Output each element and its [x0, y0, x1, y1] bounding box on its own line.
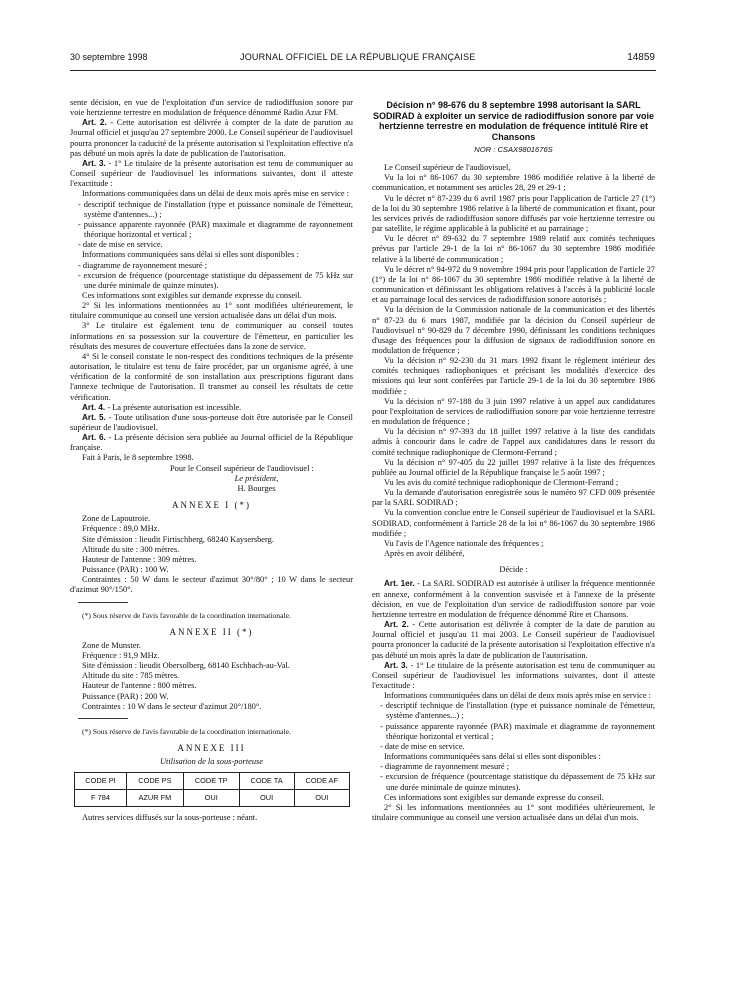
article-6 — [70, 433, 353, 453]
table-cell: OUI — [239, 790, 294, 807]
annex-line: Zone de Munster. — [82, 640, 141, 650]
table-header-cell: CODE AF — [294, 773, 349, 790]
list-item: - puissance apparente rayonnée (PAR) maximale et diagramme de rayonnement théorique horizontal et vertical ; — [78, 219, 353, 240]
visa: Vu la décision n° 97-393 du 18 juillet 1997 relative à la liste des candidats admis à concourir dans le cadre de l'appel aux candidatures dans le ressort du comité technique radiophonique de Clermont-Ferrand ; — [372, 427, 655, 457]
annex-line: Altitude du site : 785 mètres. — [82, 671, 180, 681]
visa: Vu la convention conclue entre le Conseil supérieur de l'audiovisuel et la SARL SODIRAD, conformément à l'article 28 de la loi n° 86-1067 du 30 septembre 1986 modifiée ; — [372, 508, 655, 538]
article-text: - Toute utilisation d'une sous-porteuse doit être autorisée par le Conseil supérieur de l'audiovisuel. — [70, 412, 353, 432]
article-5 — [70, 413, 353, 433]
decide-heading: Décide : — [499, 565, 528, 575]
article-text: - 1° Le titulaire de la présente autorisation est tenu de communiquer au Conseil supérieur de l'audiovisuel les informations suivantes, dont il atteste l'exactitude : — [70, 158, 353, 189]
visa: Vu les avis du comité technique radiophonique de Clermont-Ferrand ; — [384, 478, 619, 487]
table-row — [75, 790, 350, 807]
decision-title: Décision n° 98-676 du 8 septembre 1998 autorisant la SARL SODIRAD à exploiter un service de radiodiffusion sonore par voie hertzienne terrestre en modulation de fréquence intitulé Rire et Chansons — [372, 100, 655, 142]
annex-2-title: ANNEXE II (*) — [169, 626, 254, 637]
article-label: Art. 2. — [384, 620, 409, 630]
info-intro: Informations communiquées sans délai si elles sont disponibles : — [384, 752, 601, 762]
page-header — [70, 52, 655, 66]
info-note: Ces informations sont exigibles sur demande expresse du conseil. — [384, 792, 604, 802]
paragraph: 2° Si les informations mentionnées au 1° sont modifiées ultérieurement, le titulaire communique au conseil une version actualisée dans un délai d'un mois. — [70, 301, 353, 321]
footnote: (*) Sous réserve de l'avis favorable de la coordination internationale. — [82, 726, 291, 736]
article-text: - Cette autorisation est délivrée à compter de la date de parution au Journal officiel et jusqu'au 11 mai 2003. Le Conseil supérieur de l'audiovisuel pourra prononcer la caducité de la présente autorisation si l'exploitation effective n'a pas débuté un mois après la date de publication de l'autorisation. — [372, 620, 655, 660]
table-header-cell: CODE PS — [127, 773, 184, 790]
annex-line: Contraintes : 50 W dans le secteur d'azimut 30°/80° ; 10 W dans le secteur d'azimut 90°/150°. — [70, 575, 353, 595]
article-label: Art. 5. — [82, 412, 106, 422]
article-label: Art. 1er. — [384, 579, 415, 589]
table-header-cell: CODE TA — [239, 773, 294, 790]
article-label: Art. 4. — [82, 402, 106, 412]
annex-line: Contraintes : 10 W dans le secteur d'azimut 20°/180°. — [82, 701, 262, 711]
annex-line: Puissance (PAR) : 200 W. — [82, 691, 169, 701]
visa: Le Conseil supérieur de l'audiovisuel, — [384, 163, 511, 173]
done-line: Fait à Paris, le 8 septembre 1998. — [82, 453, 194, 463]
annex-line: Zone de Lapoutroie. — [82, 514, 151, 524]
article-3 — [70, 159, 353, 189]
visa: Vu le décret n° 87-239 du 6 avril 1987 pris pour l'application de l'article 27 (1°) de la loi du 30 septembre 1986 relative à la liberté de communication et fixant, pour les services privés de radiodiffusion sonore diffusés par voie hertzienne terrestre ou par satellite, le régime applicable à la publicité et au parrainage ; — [372, 193, 655, 234]
list-item: - excursion de fréquence (pourcentage statistique du dépassement de 75 kHz sur une durée minimale de quinze minutes). — [380, 772, 655, 792]
table-cell: OUI — [294, 790, 349, 807]
visa: Vu la demande d'autorisation enregistrée sous le numéro 97 CFD 009 présentée par la SARL SODIRAD ; — [372, 488, 655, 508]
table-cell: AZUR FM — [127, 790, 184, 807]
footnote-rule — [78, 602, 128, 603]
signature-name: H. Bourges — [237, 483, 276, 493]
annex-line: Fréquence : 91,9 MHz. — [82, 650, 160, 660]
annex-3-title: ANNEXE III — [177, 743, 246, 754]
visa: Après en avoir délibéré, — [384, 549, 465, 559]
visa: Vu l'avis de l'Agence nationale des fréquences ; — [384, 538, 544, 548]
paragraph: 2° Si les informations mentionnées au 1° sont modifiées ultérieurement, le titulaire communique au conseil une version actualisée dans un délai d'un mois. — [372, 802, 655, 822]
header-rule — [70, 70, 656, 71]
annex-line: Altitude du site : 300 mètres. — [82, 544, 180, 554]
info-intro: Informations communiquées sans délai si elles sont disponibles : — [82, 250, 299, 260]
info-note: Ces informations sont exigibles sur demande expresse du conseil. — [82, 290, 302, 300]
visa: Vu la décision de la Commission nationale de la communication et des libertés n° 87-23 du 6 mars 1987, modifiée par la décision du Conseil supérieur de l'audiovisuel n° 90-829 du 7 décembre 1990, définissant les conditions techniques d'usage des fréquences pour la diffusion de signaux de radiodiffusion sonore en modulation de fréquence ; — [372, 305, 655, 355]
annex-line: Site d'émission : lieudit Obersolberg, 68140 Eschbach-au-Val. — [82, 661, 290, 671]
annex-line: Site d'émission : lieudit Firtischberg, 68240 Kaysersberg. — [82, 534, 274, 544]
info-intro: Informations communiquées dans un délai de deux mois après mise en service : — [82, 189, 349, 199]
article-text: - La présente autorisation est incessible. — [105, 402, 242, 412]
table-footer: Autres services diffusés sur la sous-porteuse : néant. — [82, 813, 258, 823]
subcarrier-table — [74, 772, 350, 807]
footnote: (*) Sous réserve de l'avis favorable de la coordination internationale. — [82, 610, 291, 620]
signature-line: Pour le Conseil supérieur de l'audiovisuel : — [170, 463, 314, 473]
visa: Vu la loi n° 86-1067 du 30 septembre 1986 modifiée relative à la liberté de communication, et notamment ses articles 28, 29 et 29-1 ; — [372, 173, 655, 193]
paragraph: 4° Si le conseil constate le non-respect des conditions techniques de la présente autorisation, le titulaire est tenu de faire procéder, par un organisme agréé, à une vérification de la conformité de son installation aux prescriptions figurant dans l'annexe technique de l'autorisation. Il transmet au conseil les résultats de cette vérification. — [70, 351, 353, 402]
article-text: - Cette autorisation est délivrée à compter de la date de parution au Journal officiel et jusqu'au 27 septembre 2000. Le Conseil supérieur de l'audiovisuel pourra prononcer la caducité de la présente autorisation si l'exploitation effective n'a pas débuté un mois après la date de publication de l'autorisation. — [70, 118, 353, 158]
visa: Vu le décret n° 94-972 du 9 novembre 1994 pris pour l'application de l'article 27 (1°) de la loi n° 86-1067 du 30 septembre 1986 modifiée relative à la liberté de communication et définissant les obligations relatives à l'accès à la publicité locale et au parrainage local des services de radiodiffusion sonore autorisés ; — [372, 264, 655, 305]
footnote-rule — [78, 718, 128, 719]
list-item: - puissance apparente rayonnée (PAR) maximale et diagramme de rayonnement théorique horizontal et vertical ; — [380, 721, 655, 741]
annex-line: Puissance (PAR) : 100 W. — [82, 565, 169, 575]
article-label: Art. 2. — [82, 118, 107, 128]
visa: Vu la décision n° 97-188 du 3 juin 1997 relative à un appel aux candidatures pour l'exploitation de services de radiodiffusion sonore par voie hertzienne terrestre en modulation de fréquence ; — [372, 396, 655, 427]
visa: Vu le décret n° 89-632 du 7 septembre 1989 relatif aux comités techniques prévus par l'article 29-1 de la loi n° 86-1067 du 30 septembre 1986 modifiée relative à la liberté de communication ; — [372, 234, 655, 264]
article-label: Art. 6. — [82, 433, 106, 443]
left-column — [70, 98, 353, 824]
list-item: - descriptif technique de l'installation (type et puissance nominale de l'émetteur, système d'antennes...) ; — [380, 701, 655, 721]
table-header-row — [75, 773, 350, 790]
signature-title: Le président, — [234, 473, 279, 483]
header-date: 30 septembre 1998 — [70, 52, 148, 62]
annex-line: Fréquence : 89,0 MHz. — [82, 524, 160, 534]
visa: Vu la décision n° 92-230 du 31 mars 1992 fixant le règlement intérieur des comités techniques radiophoniques et précisant les modalités d'exercice des missions qui leur sont conférées par l'article 29-1 de la loi du 30 septembre 1986 modifiée ; — [372, 356, 655, 396]
article-text: - La SARL SODIRAD est autorisée à utiliser la fréquence mentionnée en annexe, conformément à la convention susvisée et à l'annexe de la présente décision, en vue de l'exploitation d'un service de radiodiffusion sonore par voie hertzienne terrestre en modulation de fréquence dénommé Rire et Chansons. — [372, 579, 655, 619]
right-column — [372, 98, 655, 823]
article-2 — [70, 118, 353, 159]
table-header-cell: CODE TP — [183, 773, 239, 790]
list-item: - date de mise en service. — [380, 741, 465, 751]
list-item: - diagramme de rayonnement mesuré ; — [78, 260, 208, 270]
article-label: Art. 3. — [384, 660, 408, 670]
table-header-cell: CODE PI — [75, 773, 127, 790]
article-text: - 1° Le titulaire de la présente autorisation est tenu de communiquer au Conseil supérieur de l'audiovisuel les informations suivantes, dont il atteste l'exactitude : — [372, 660, 655, 690]
table-cell: OUI — [183, 790, 239, 807]
list-item: - descriptif technique de l'installation (type et puissance nominale de l'émetteur, système d'antennes...) ; — [78, 199, 353, 219]
visa: Vu la décision n° 97-405 du 22 juillet 1997 relative à la liste des fréquences publiée au Journal officiel de la République française le 5 août 1997 ; — [372, 457, 655, 477]
annex-line: Hauteur de l'antenne : 309 mètres. — [82, 554, 197, 564]
paragraph: sente décision, en vue de l'exploitation d'un service de radiodiffusion sonore par voie hertzienne terrestre en modulation de fréquence dénommé Radio Azur FM. — [70, 98, 353, 118]
annex-3-subtitle: Utilisation de la sous-porteuse — [159, 757, 264, 767]
article-1 — [372, 579, 655, 620]
info-intro: Informations communiquées dans un délai de deux mois après mise en service : — [384, 691, 651, 701]
nor-reference: NOR : CSAX9801676S — [474, 145, 553, 154]
paragraph: 3° Le titulaire est également tenu de communiquer au conseil toutes informations en sa possession sur la couverture de l'émetteur, en particulier les résultats des mesures de couverture effectuées dans la zone de service. — [70, 321, 353, 351]
page-number: 14859 — [627, 52, 655, 63]
list-item: - excursion de fréquence (pourcentage statistique du dépassement de 75 kHz sur une durée minimale de quinze minutes). — [78, 270, 353, 290]
annex-1-title: ANNEXE I (*) — [172, 500, 251, 511]
article-3 — [372, 661, 655, 691]
article-4 — [70, 403, 353, 413]
article-2 — [372, 620, 655, 661]
article-text: - La présente décision sera publiée au Journal officiel de la République française. — [70, 433, 353, 453]
article-label: Art. 3. — [82, 158, 106, 168]
journal-title: JOURNAL OFFICIEL DE LA RÉPUBLIQUE FRANÇAISE — [240, 52, 476, 62]
list-item: - date de mise en service. — [78, 240, 163, 250]
annex-line: Hauteur de l'antenne : 800 mètres. — [82, 681, 197, 691]
list-item: - diagramme de rayonnement mesuré ; — [380, 762, 510, 772]
table-cell: F 784 — [75, 790, 127, 807]
